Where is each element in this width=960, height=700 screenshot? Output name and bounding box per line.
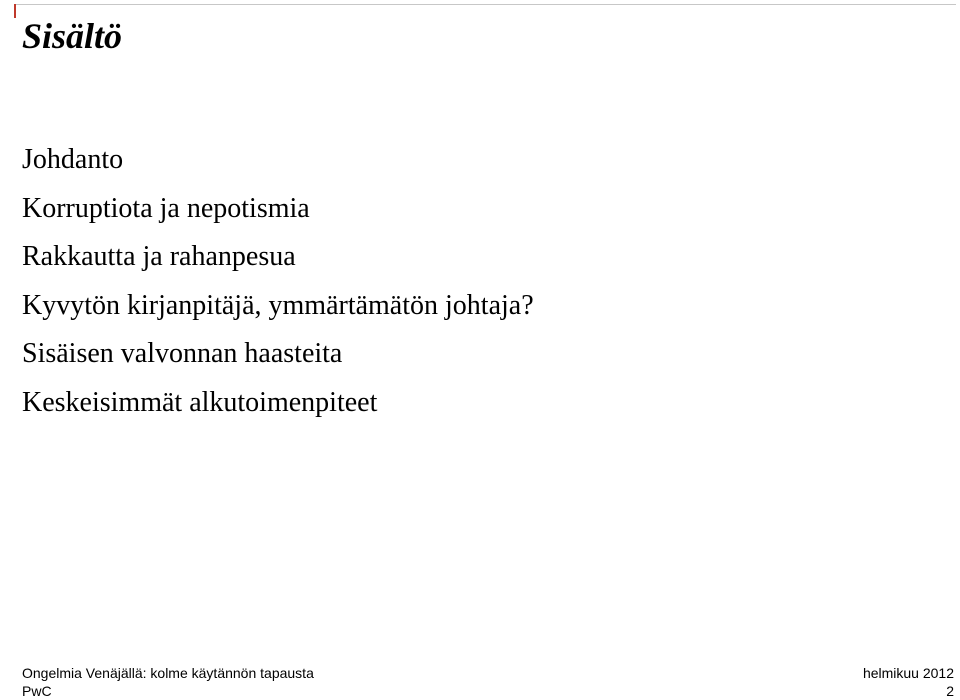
footer-date: helmikuu 2012 [862, 665, 954, 681]
top-divider [14, 4, 956, 5]
toc-item-corruption: Korruptiota ja nepotismia [22, 192, 310, 224]
footer-company: PwC [22, 683, 52, 699]
toc-item-incompetent-accountant: Kyvytön kirjanpitäjä, ymmärtämätön johtaja? [22, 289, 534, 321]
table-of-contents [22, 136, 534, 428]
toc-item-introduction: Johdanto [22, 144, 124, 175]
footer-left [22, 664, 314, 700]
footer-right [863, 664, 954, 700]
page-number: 2 [946, 683, 954, 699]
corner-accent-mark [14, 4, 16, 18]
toc-item-money-laundering: Rakkautta ja rahanpesua [22, 241, 296, 273]
toc-item-internal-control: Sisäisen valvonnan haasteita [22, 338, 343, 370]
slide-footer [22, 664, 954, 700]
toc-item-key-actions: Keskeisimmät alkutoimenpiteet [22, 386, 378, 418]
slide-title: Sisältö [22, 16, 123, 56]
footer-presentation-title: Ongelmia Venäjällä: kolme käytännön tapausta [22, 665, 314, 681]
